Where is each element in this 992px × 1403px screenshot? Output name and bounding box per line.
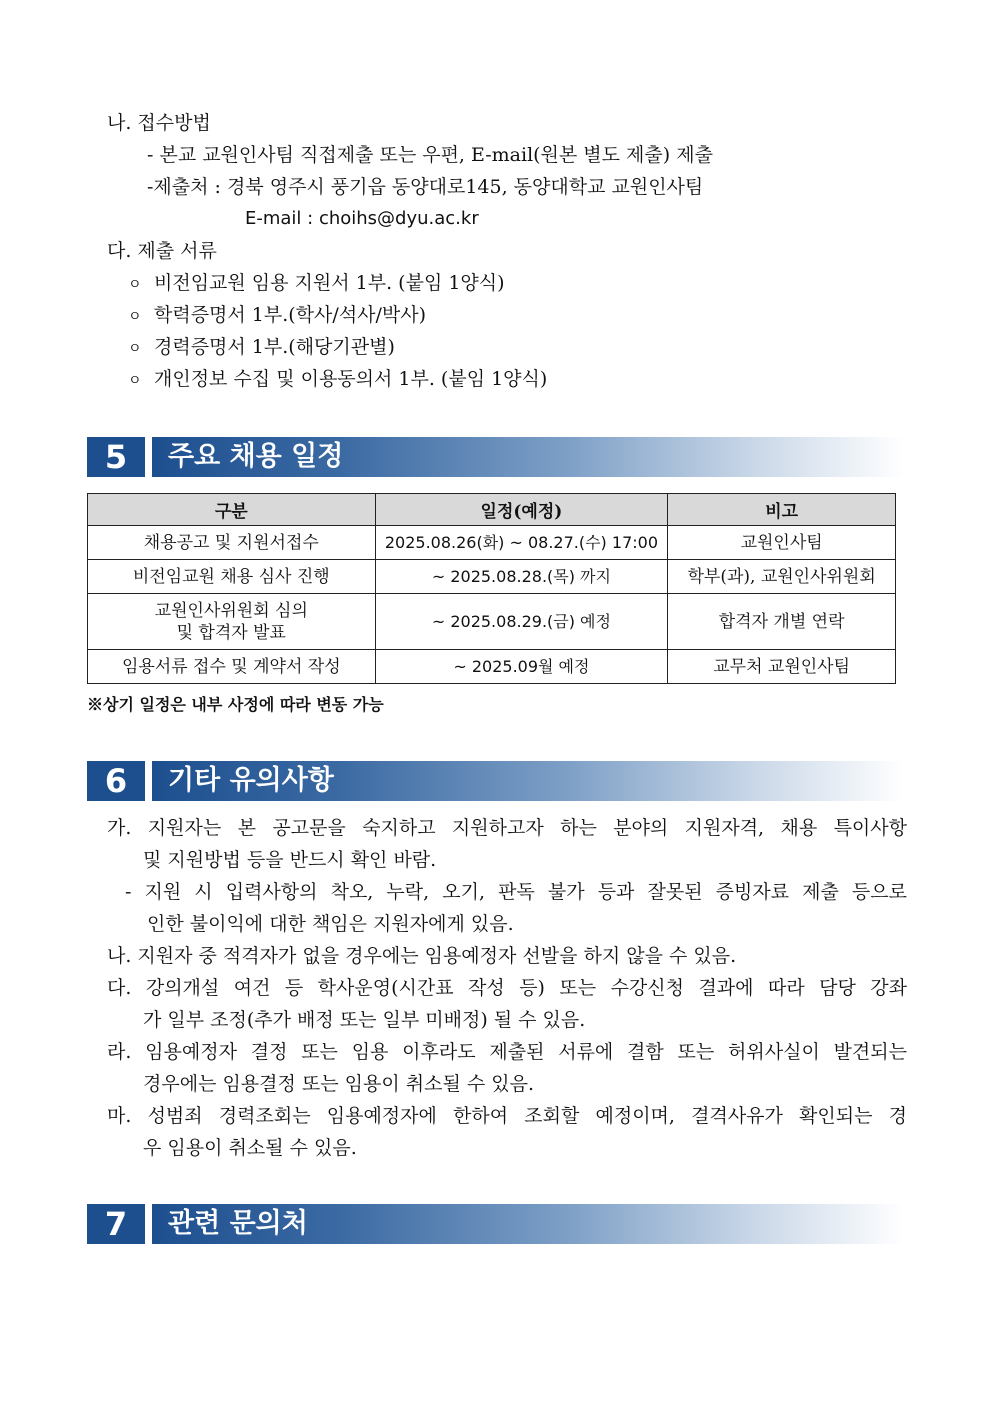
notice-ra-line1: 라. 임용예정자 결정 또는 임용 이후라도 제출된 서류에 결함 또는 허위사실이 발견되는 xyxy=(107,1041,907,1063)
section-5-number: 5 xyxy=(87,437,145,477)
row-category: 비전임교원 채용 심사 진행 xyxy=(88,560,376,594)
schedule-table xyxy=(87,493,896,684)
table-header-row xyxy=(88,494,896,526)
notice-ga-line1: 가. 지원자는 본 공고문을 숙지하고 지원하고자 하는 분야의 지원자격, 채용 특이사항 xyxy=(107,817,907,839)
bullet-icon: ㅇ xyxy=(128,309,142,325)
schedule-footnote: ※상기 일정은 내부 사정에 따라 변동 가능 xyxy=(87,695,384,714)
reception-address-line: -제출처 : 경북 영주시 풍기읍 동양대로145, 동양대학교 교원인사팀 xyxy=(147,176,704,198)
notice-na: 나. 지원자 중 적격자가 없을 경우에는 임용예정자 선발을 하지 않을 수 있음. xyxy=(107,945,737,967)
document-item xyxy=(128,271,505,297)
row-category: 임용서류 접수 및 계약서 작성 xyxy=(88,650,376,684)
document-item xyxy=(128,367,547,393)
notice-ga-sub-line2: 인한 불이익에 대한 책임은 지원자에게 있음. xyxy=(147,913,514,935)
row-category xyxy=(88,594,376,650)
notice-ga-sub-line1: - 지원 시 입력사항의 착오, 누락, 오기, 판독 불가 등과 잘못된 증빙자료 제출 등으로 xyxy=(125,881,907,903)
table-row xyxy=(88,560,896,594)
document-item-text: 비전임교원 임용 지원서 1부. (붙임 1양식) xyxy=(154,272,505,294)
header-schedule: 일정(예정) xyxy=(375,494,668,526)
table-row xyxy=(88,526,896,560)
bullet-icon: ㅇ xyxy=(128,373,142,389)
row-category: 채용공고 및 지원서접수 xyxy=(88,526,376,560)
notice-da-line2: 가 일부 조정(추가 배정 또는 일부 미배정) 될 수 있음. xyxy=(143,1009,586,1031)
section-6-number: 6 xyxy=(87,761,145,801)
document-item xyxy=(128,303,426,329)
bullet-icon: ㅇ xyxy=(128,341,142,357)
row-schedule: ~ 2025.08.29.(금) 예정 xyxy=(375,594,668,650)
section-7-number: 7 xyxy=(87,1204,145,1244)
notice-ma-line1: 마. 성범죄 경력조회는 임용예정자에 한하여 조회할 예정이며, 결격사유가 확인되는 경 xyxy=(107,1105,907,1127)
section-5-title: 주요 채용 일정 xyxy=(168,441,344,472)
header-note: 비고 xyxy=(668,494,896,526)
section-6-title-bar xyxy=(152,761,904,801)
section-7-title: 관련 문의처 xyxy=(168,1208,308,1239)
document-item-text: 경력증명서 1부.(해당기관별) xyxy=(154,336,395,358)
notice-ma-line2: 우 임용이 취소될 수 있음. xyxy=(143,1137,357,1159)
bullet-icon: ㅇ xyxy=(128,277,142,293)
row-schedule: ~ 2025.08.28.(목) 까지 xyxy=(375,560,668,594)
row-note: 교원인사팀 xyxy=(668,526,896,560)
row-note: 교무처 교원인사팀 xyxy=(668,650,896,684)
row-note: 합격자 개별 연락 xyxy=(668,594,896,650)
section-5-title-bar xyxy=(152,437,904,477)
row-category-line: 및 합격자 발표 xyxy=(176,622,286,643)
reception-email-line[interactable]: E-mail : choihs@dyu.ac.kr xyxy=(245,208,479,229)
table-row xyxy=(88,594,896,650)
row-category-line: 교원인사위원회 심의 xyxy=(154,600,308,621)
table-row xyxy=(88,650,896,684)
notice-ga-line2: 및 지원방법 등을 반드시 확인 바람. xyxy=(143,849,437,871)
notice-ra-line2: 경우에는 임용결정 또는 임용이 취소될 수 있음. xyxy=(143,1073,535,1095)
document-item-text: 학력증명서 1부.(학사/석사/박사) xyxy=(154,304,427,326)
section-6-title: 기타 유의사항 xyxy=(168,765,334,796)
section-7-title-bar xyxy=(152,1204,904,1244)
notice-da-line1: 다. 강의개설 여건 등 학사운영(시간표 작성 등) 또는 수강신청 결과에 따라 담당 강좌 xyxy=(107,977,907,999)
documents-heading: 다. 제출 서류 xyxy=(107,240,217,262)
row-schedule: 2025.08.26(화) ~ 08.27.(수) 17:00 xyxy=(375,526,668,560)
header-category: 구분 xyxy=(88,494,376,526)
reception-heading: 나. 접수방법 xyxy=(107,112,211,134)
row-note: 학부(과), 교원인사위원회 xyxy=(668,560,896,594)
document-item-text: 개인정보 수집 및 이용동의서 1부. (붙임 1양식) xyxy=(154,368,548,390)
row-schedule: ~ 2025.09월 예정 xyxy=(375,650,668,684)
reception-method-line: - 본교 교원인사팀 직접제출 또는 우편, E-mail(원본 별도 제출) 제출 xyxy=(147,144,713,166)
document-item xyxy=(128,335,395,361)
